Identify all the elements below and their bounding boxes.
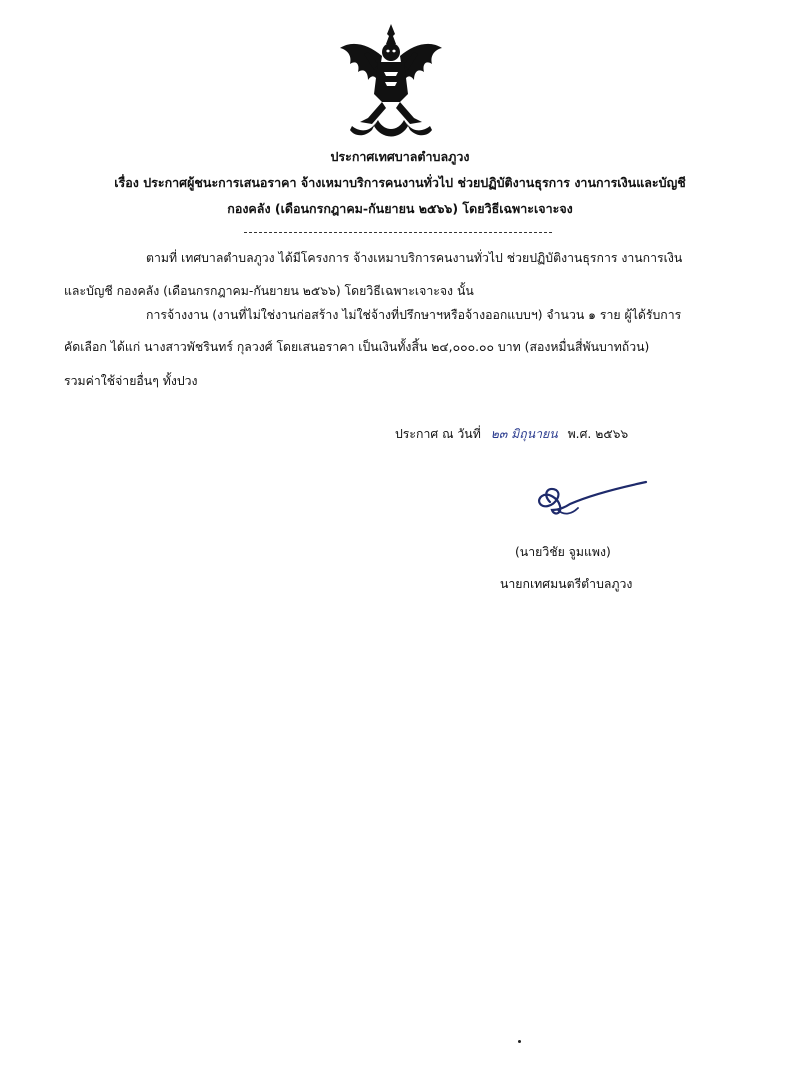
handwritten-date: ๒๓ มิถุนายน [490,427,558,441]
announcement-title: ประกาศเทศบาลตำบลภูวง [330,149,470,164]
body-paragraph-line: ตามที่ เทศบาลตำบลภูวง ได้มีโครงการ จ้างเหมาบริการคนงานทั่วไป ช่วยปฏิบัติงานธุรการ งานการเงิน [146,251,683,265]
announcement-date [395,425,628,444]
body-paragraph-line: รวมค่าใช้จ่ายอื่นๆ ทั้งปวง [64,374,198,388]
date-year: พ.ศ. ๒๕๖๖ [567,427,629,441]
signature-icon [528,480,658,530]
body-paragraph-line: และบัญชี กองคลัง (เดือนกรกฎาคม-กันยายน ๒๕๖๖) โดยวิธีเฉพาะเจาะจง นั้น [64,284,474,298]
subject-line-2: กองคลัง (เดือนกรกฎาคม-กันยายน ๒๕๖๖) โดยวิธีเฉพาะเจาะจง [227,201,573,216]
scan-speck [518,1040,521,1043]
body-paragraph-line: การจ้างงาน (งานที่ไม่ใช่งานก่อสร้าง ไม่ใช่จ้างที่ปรึกษาฯหรือจ้างออกแบบฯ) จำนวน ๑ ราย ผู้ได้รับการ [146,308,682,322]
signer-position: นายกเทศมนตรีตำบลภูวง [500,577,633,591]
date-prefix: ประกาศ ณ วันที่ [395,427,481,441]
signer-name: (นายวิชัย จูมแพง) [515,545,611,559]
title-divider [244,232,552,233]
body-paragraph-line: คัดเลือก ได้แก่ นางสาวพัชรินทร์ กุลวงศ์ โดยเสนอราคา เป็นเงินทั้งสิ้น ๒๔,๐๐๐.๐๐ บาท (สองหมื่นสี่พันบาทถ้วน) [64,340,650,354]
subject-line-1: เรื่อง ประกาศผู้ชนะการเสนอราคา จ้างเหมาบริการคนงานทั่วไป ช่วยปฏิบัติงานธุรการ งานการเงินและบัญชี [114,175,686,190]
garuda-emblem-icon [338,22,444,140]
